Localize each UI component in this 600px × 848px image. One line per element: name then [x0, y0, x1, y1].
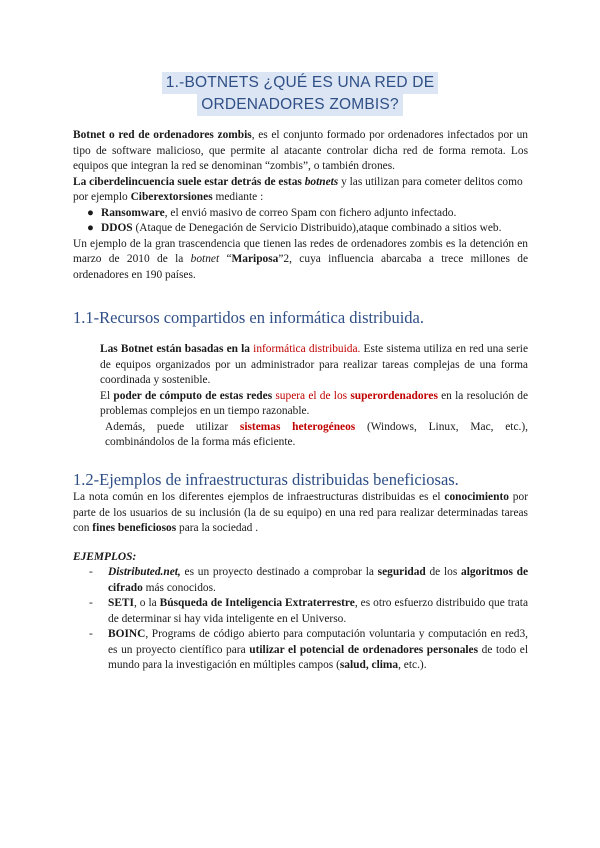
title-line-2: ORDENADORES ZOMBIS?: [197, 94, 403, 116]
section1-paragraph-3: [73, 420, 528, 451]
example-bold-c: salud, clima: [339, 659, 399, 671]
s1-rest: Este sistema utiliza en red una serie de equipos organizados por un administrador para realizar tareas complejas de una forma coordinada y sostenible.: [100, 343, 529, 386]
list-item: [73, 596, 528, 627]
bullet-icon: ●: [87, 222, 94, 234]
intro-p3-c: ”2, cuya influencia abarcaba a trece millones de ordenadores en 190 países.: [73, 253, 529, 281]
list-item: [73, 627, 528, 674]
title-line-1: 1.-BOTNETS ¿QUÉ ES UNA RED DE: [162, 72, 438, 94]
section2-paragraph: [73, 490, 528, 537]
example-text-a: , o la: [133, 597, 160, 609]
intro-p2-end: mediante :: [212, 191, 264, 203]
section-heading-1-1: 1.1-Recursos compartidos en informática distribuida.: [73, 308, 424, 327]
attack-list: [73, 206, 528, 237]
intro-p3-italic: botnet: [190, 253, 220, 265]
section-1-1-body: [73, 342, 528, 451]
s1-bold: Las Botnet están basadas en la: [100, 343, 254, 355]
example-name: BOINC: [108, 628, 146, 640]
intro-p2-bold-italic: botnets: [304, 175, 339, 188]
section1-paragraph-2: [73, 389, 528, 420]
s3-red-bold: sistemas heterogéneos: [239, 420, 356, 433]
list-item: [73, 221, 528, 237]
botnet-term: Botnet o red de ordenadores zombis: [73, 129, 252, 141]
intro-p2-bold2: Ciberextorsiones: [130, 191, 213, 203]
dash-marker: -: [89, 566, 93, 578]
s2p-bold: conocimiento: [444, 491, 509, 503]
intro-paragraph-1: [73, 128, 528, 175]
example-text-a: es un proyecto destinado a comprobar la: [180, 566, 378, 578]
examples-list: [73, 565, 528, 674]
example-text-b: , es otro esfuerzo distribuido que trata de determinar si hay vida inteligente en el Universo.: [108, 597, 529, 625]
examples-label: EJEMPLOS:: [73, 550, 137, 563]
example-name: Distributed.net,: [108, 566, 181, 578]
s2-rest: en la resolución de problemas complejos en un tiempo razonable.: [100, 389, 529, 417]
example-text-a: , Programs de código abierto para computación voluntaria y computación en red3, es un proyecto científico para: [108, 628, 528, 656]
section1-paragraph-1: [73, 342, 528, 389]
s1-red: informática distribuida.: [253, 343, 361, 355]
intro-p3-a: Un ejemplo de la gran trascendencia que tienen las redes de ordenadores zombis es la detención en marzo de 2010 de la: [73, 237, 528, 265]
s2p-b: por parte de los usuarios de su inclusión (la de su equipo) en una red para realizar determinadas tareas con: [73, 491, 528, 534]
s3-rest: (Windows, Linux, Mac, etc.), combinándolos de la forma más eficiente.: [105, 420, 528, 448]
s2-red: supera el de los: [272, 389, 351, 402]
list-item-text: (Ataque de Denegación de Servicio Distribuido),ataque combinado a sitios web.: [132, 222, 502, 234]
intro-section: [73, 128, 528, 283]
s2-a: El: [100, 389, 114, 402]
intro-p2-bold: La ciberdelincuencia suele estar detrás de estas: [73, 175, 305, 188]
example-name: SETI: [108, 597, 134, 609]
example-bold-c: algoritmos de cifrado: [108, 566, 529, 594]
example-bold-b: utilizar el potencial de ordenadores personales: [249, 643, 479, 656]
s2-bold: poder de cómputo de estas redes: [113, 389, 273, 402]
intro-p2-mid: y las utilizan para cometer delitos como por ejemplo: [73, 175, 523, 203]
dash-marker: -: [89, 628, 93, 640]
example-text-c: más conocidos.: [142, 581, 216, 594]
intro-p3-b: “: [219, 253, 232, 265]
s2p-a: La nota común en los diferentes ejemplos de infraestructuras distribuidas es el: [73, 491, 445, 503]
mariposa-term: Mariposa: [231, 253, 279, 265]
intro-paragraph-2: [73, 175, 528, 206]
example-text-b: de todo el mundo para la investigación en múltiples campos (: [108, 643, 529, 671]
example-text-c: , etc.).: [398, 659, 427, 671]
list-item: [73, 565, 528, 596]
s3-a: Además, puede utilizar: [105, 420, 240, 433]
section-1-2-body: [73, 490, 528, 674]
list-item-text: , el envió masivo de correo Spam con fichero adjunto infectado.: [164, 206, 457, 219]
document-title: [0, 72, 600, 116]
list-item-bold: DDOS: [101, 222, 133, 234]
intro-paragraph-3: [73, 237, 528, 284]
example-bold-b: Búsqueda de Inteligencia Extraterrestre: [159, 597, 355, 609]
s2p-c: para la sociedad .: [176, 522, 259, 534]
dash-marker: -: [89, 597, 93, 609]
intro-p1-text: , es el conjunto formado por ordenadores infectados por un tipo de software malicioso, que permite al atacante controlar dicha red de forma remota. Los equipos que integran la red se denominan “zombis”, o también drones.: [73, 129, 528, 172]
bullet-icon: ●: [87, 206, 94, 219]
list-item-bold: Ransomware: [101, 206, 165, 219]
list-item: [73, 206, 528, 222]
s2p-bold2: fines beneficiosos: [92, 522, 177, 534]
s2-red-bold: superordenadores: [350, 389, 438, 402]
section-heading-1-2: 1.2-Ejemplos de infraestructuras distribuidas beneficiosas.: [73, 470, 459, 489]
example-text-b: de los: [425, 566, 461, 578]
example-bold-b: seguridad: [377, 566, 426, 578]
